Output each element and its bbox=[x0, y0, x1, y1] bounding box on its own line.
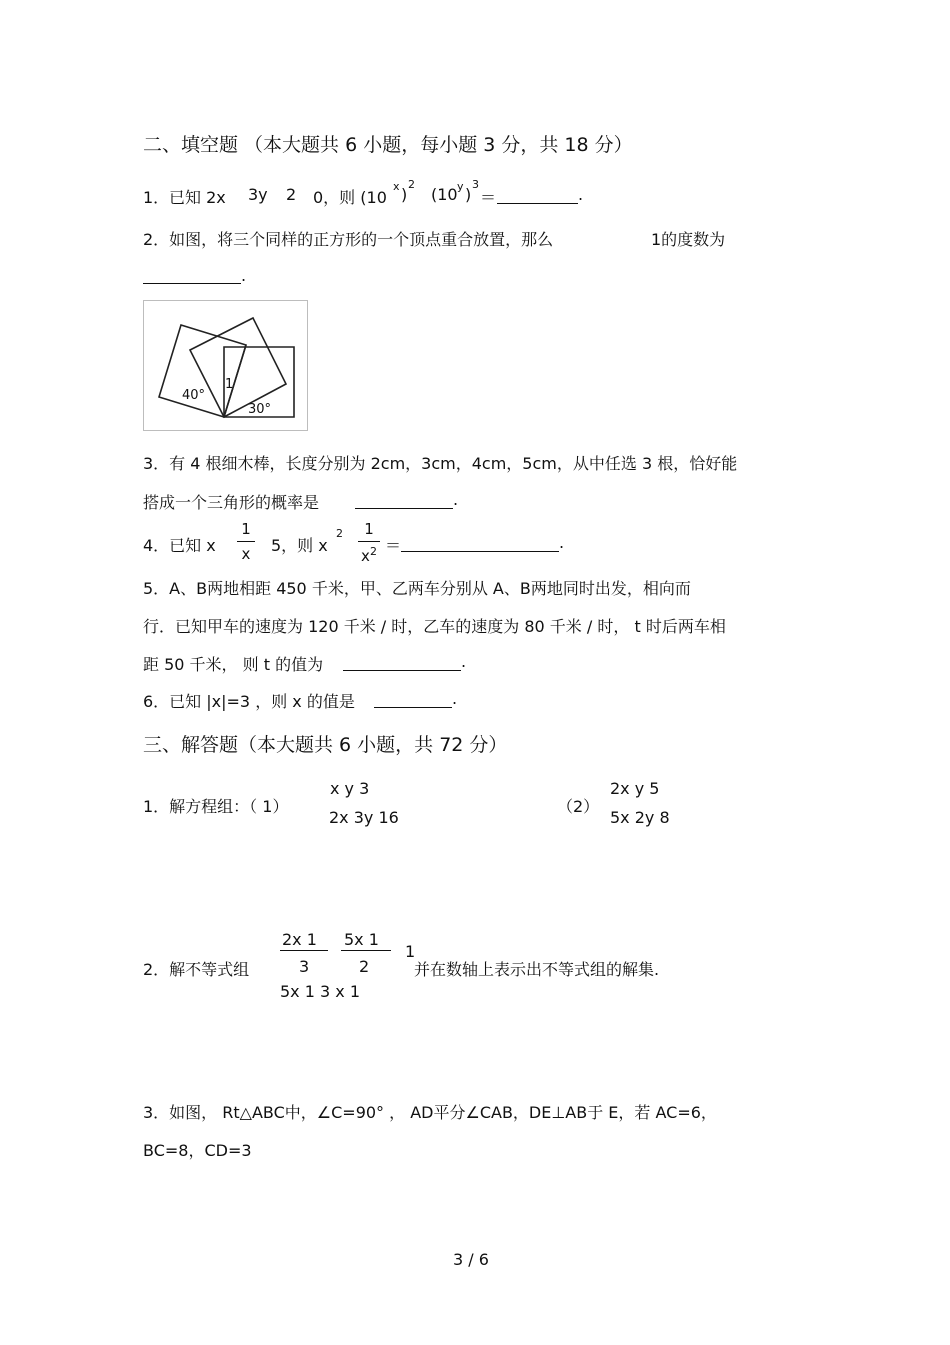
angle-30-label: 30° bbox=[248, 402, 272, 417]
q4-fraction-1 bbox=[237, 520, 255, 563]
q2-answer-blank bbox=[143, 283, 241, 284]
s3q2-fraction-1-numerator: 2x 1 bbox=[282, 930, 317, 949]
q1-sup-x: x bbox=[393, 180, 400, 193]
q6-answer-blank bbox=[374, 707, 452, 708]
q1-equals: ＝ bbox=[480, 188, 497, 207]
q4-fraction-2-denominator-wrap bbox=[358, 545, 380, 565]
q5-line-1: 5．A、B两地相距 450 千米，甲、乙两车分别从 A、B两地同时出发，相向而 bbox=[143, 579, 691, 598]
s3q2-one: 1 bbox=[405, 942, 416, 961]
q2-figure bbox=[143, 300, 308, 431]
q4-sup-2: 2 bbox=[336, 527, 343, 540]
q4-fraction-1-denominator: x bbox=[241, 545, 251, 563]
s3q1-system-2-line-2: 5x 2y 8 bbox=[610, 808, 670, 827]
section-3-title: 三、解答题（本大题共 6 小题，共 72 分） bbox=[143, 734, 508, 756]
s3q2-label: 2．解不等式组 bbox=[143, 960, 250, 979]
s3q2-fraction-1-denominator: 3 bbox=[299, 957, 310, 976]
q1-sup-y: y bbox=[457, 180, 464, 193]
q5-period: . bbox=[461, 652, 467, 671]
s3q1-system-1-line-1: x y 3 bbox=[330, 779, 370, 798]
q3-line-1: 3．有 4 根细木棒，长度分别为 2cm，3cm，4cm，5cm，从中任选 3 根，恰好能 bbox=[143, 454, 738, 473]
q1-term-3y: 3y bbox=[248, 185, 268, 204]
angle-1-label: 1 bbox=[225, 377, 234, 392]
square-left bbox=[159, 325, 246, 417]
q1-number: 1． bbox=[143, 188, 170, 207]
s3q3-line-1: 3．如图， Rt△ABC中，∠C=90° ， AD平分∠CAB，DE⊥AB于 E，若 AC=6， bbox=[143, 1103, 717, 1122]
angle-40-label: 40° bbox=[182, 388, 206, 403]
q4-prefix: 4．已知 x bbox=[143, 536, 216, 555]
q1-sup-3: 3 bbox=[472, 178, 479, 191]
q1-period: . bbox=[578, 185, 584, 204]
q2-text-tail: 1的度数为 bbox=[651, 230, 726, 249]
s3q3-line-2: BC=8，CD=3 bbox=[143, 1141, 252, 1160]
page-number: 3 / 6 bbox=[453, 1250, 489, 1269]
s3q1-system-2-line-1: 2x y 5 bbox=[610, 779, 660, 798]
q4-equals: ＝ bbox=[385, 536, 402, 555]
q3-period: . bbox=[453, 490, 459, 509]
s3q2-fraction-2-numerator: 5x 1 bbox=[344, 930, 379, 949]
q6-period: . bbox=[452, 689, 458, 708]
s3q1-label: 1．解方程组：（ 1） bbox=[143, 797, 289, 816]
s3q1-label-2: （2） bbox=[557, 797, 600, 816]
q4-answer-blank bbox=[401, 551, 559, 552]
q2-text: 2．如图，将三个同样的正方形的一个顶点重合放置，那么 bbox=[143, 230, 554, 249]
q3-line-2: 搭成一个三角形的概率是 bbox=[143, 493, 320, 512]
q4-fraction-2-bar bbox=[358, 541, 380, 542]
section-2-title: 二、填空题 （本大题共 6 小题，每小题 3 分，共 18 分） bbox=[143, 134, 633, 156]
s3q2-fraction-2-bar bbox=[341, 950, 391, 951]
q1-open-10: (10 bbox=[431, 185, 458, 204]
q4-fraction-2 bbox=[358, 520, 380, 565]
q4-fraction-2-numerator: 1 bbox=[364, 520, 374, 538]
q1-close-paren-2: ) bbox=[465, 185, 472, 204]
s3q2-tail: 并在数轴上表示出不等式组的解集. bbox=[414, 960, 660, 979]
q1-term-0: 0，则 (10 bbox=[313, 188, 387, 207]
q3-answer-blank bbox=[355, 508, 453, 509]
q5-line-3: 距 50 千米， 则 t 的值为 bbox=[143, 655, 324, 674]
q1-sup-2: 2 bbox=[408, 178, 415, 191]
s3q2-fraction-2-denominator: 2 bbox=[359, 957, 370, 976]
q4-fraction-2-denominator: x bbox=[361, 547, 370, 565]
q1-close-paren-1: ) bbox=[401, 185, 408, 204]
s3q2-fraction-1-bar bbox=[280, 950, 328, 951]
q4-period: . bbox=[559, 533, 565, 552]
q1-prefix: 已知 2x bbox=[169, 188, 226, 207]
q1-term-2: 2 bbox=[286, 185, 297, 204]
q1-answer-blank bbox=[497, 203, 578, 204]
q4-fraction-2-den-sup: 2 bbox=[369, 545, 377, 558]
q4-middle: 5，则 x bbox=[271, 536, 328, 555]
q4-fraction-1-numerator: 1 bbox=[241, 520, 251, 538]
q5-line-2: 行．已知甲车的速度为 120 千米 / 时，乙车的速度为 80 千米 / 时， t 时后两车相 bbox=[143, 617, 726, 636]
q5-answer-blank bbox=[343, 670, 461, 671]
three-squares-diagram bbox=[144, 301, 307, 430]
q2-period: . bbox=[241, 266, 247, 285]
s3q2-inequality-2: 5x 1 3 x 1 bbox=[280, 982, 360, 1001]
q4-fraction-1-bar bbox=[237, 541, 255, 542]
s3q1-system-1-line-2: 2x 3y 16 bbox=[329, 808, 399, 827]
q6-text: 6．已知 |x|=3 ，则 x 的值是 bbox=[143, 692, 355, 711]
